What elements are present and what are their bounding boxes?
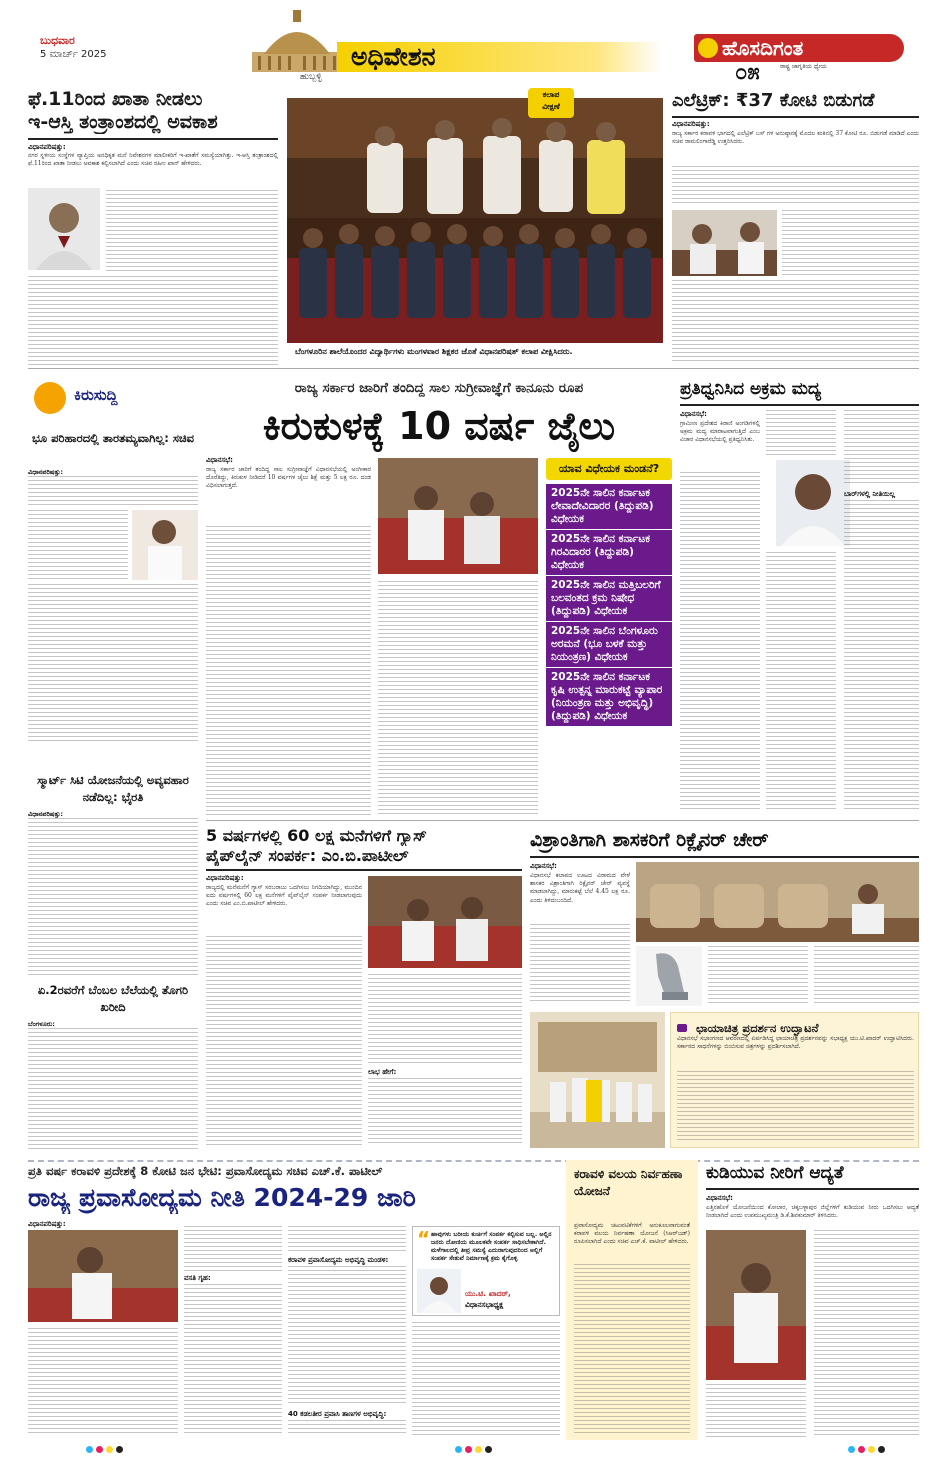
divider	[706, 1188, 919, 1190]
headline: ವಿಶ್ರಾಂತಿಗಾಗಿ ಶಾಸಕರಿಗೆ ರಿಕ್ಲೈನರ್ ಚೇರ್	[530, 829, 769, 851]
story-body-col-2b	[368, 1078, 522, 1146]
story-lead: ವಿಧಾನಸಭೆ ಕಲಾಪದ ಊಟದ ವಿರಾಮದ ವೇಳೆ ಶಾಸಕರ ವಿಶ್ರಾಂತಿಗಾಗಿ ರಿಕ್ಲೈನರ್ ಚೇರ್ ವ್ಯವಸ್ಥೆ ಮಾಡಲಾಗಿದ್ದು, ಮಾರುಕಟ್ಟೆ ಬೆಲೆ 4.45 ಲಕ್ಷ ರೂ. ಎಂದು ತಿಳಿದುಬಂದಿದೆ.	[530, 872, 630, 904]
kalapa-badge	[528, 88, 574, 118]
story-body-col-3a	[288, 1226, 406, 1254]
story-body-column-1	[206, 526, 371, 816]
registration-dot-icon	[455, 1446, 462, 1453]
minister-ramalinga-photo	[672, 210, 777, 276]
bill-item: 2025ನೇ ಸಾಲಿನ ಬೆಂಗಳೂರು ಅರಮನೆ (ಭೂ ಬಳಕೆ ಮತ್ತು ನಿಯಂತ್ರಣ) ವಿಧೇಯಕ	[546, 622, 672, 668]
story-khata	[28, 88, 278, 366]
headline: ಎಲೆಟ್ರಿಕ್: ₹37 ಕೋಟಿ ಬಿಡುಗಡೆ	[672, 90, 875, 111]
paper-name: ಹೊಸದಿಗಂತ	[722, 36, 804, 60]
story-lead: ಪ್ರವಾಸೋದ್ಯಮ ಚಟುವಟಿಕೆಗಳಿಗೆ ಅನುಕೂಲವಾಗುವಂತೆ ಕರಾವಳಿ ವಲಯ ನಿರ್ವಹಣಾ ಯೋಜನೆ (ಸಿಆರ್‌ಜಡ್) ರೂಪಿಸಲಾಗಿದೆ ಎಂದು ಸಚಿವ ಎಚ್.ಕೆ. ಪಾಟೀಲ್ ಹೇಳಿದರು.	[574, 1222, 690, 1246]
bill-item: 2025ನೇ ಸಾಲಿನ ಮತ್ತಿಬಲರಿಗೆ ಬಲವಂತದ ಕ್ರಮ ನಿಷೇಧ (ತಿದ್ದುಪಡಿ) ವಿಧೇಯಕ	[546, 576, 672, 622]
story-protest	[680, 376, 919, 816]
mla-portrait-photo	[776, 460, 850, 546]
subhead-1: ವಸತಿ ಗೃಹ:	[184, 1274, 211, 1282]
subhead: ಬಾರ್‌ಗಳಲ್ಲಿ ನೀತಿಯಿಲ್ಲ	[844, 490, 896, 498]
headline: ಕಿರುಕುಳಕ್ಕೆ 10 ವರ್ಷ ಜೈಲು	[262, 404, 616, 448]
headline: 5 ವರ್ಷಗಳಲ್ಲಿ 60 ಲಕ್ಷ ಮನೆಗಳಿಗೆ ಗ್ಯಾಸ್	[206, 826, 427, 845]
story-body-column-2	[378, 581, 538, 816]
speaker-photo	[417, 1269, 461, 1313]
page-number: ೦೫	[735, 60, 760, 85]
story-lead: ನಗರ ಸ್ಥಳೀಯ ಸಂಸ್ಥೆಗಳ ವ್ಯಾಪ್ತಿಯ ಅನಧಿಕೃತ ಮನೆ ನಿವೇಶನಗಳ ಮಾಲೀಕರಿಗೆ ಇ-ಖಾತೆಗೆ ಸಮಸ್ಯೆಯಾಗಿತ್ತು. ಇ-ಆಸ್ತಿ ತಂತ್ರಾಂಶದಲ್ಲಿ ಫೆ.11ರಿಂದ ಖಾತಾ ನೀಡಲು ಅವಕಾಶ ಕಲ್ಪಿಸಲಾಗಿದೆ ಎಂದು ಸಚಿವ ರಹೀಂ ಖಾನ್ ಹೇಳಿದರು.	[28, 152, 278, 168]
headline-line2: ಇ-ಆಸ್ತಿ ತಂತ್ರಾಂಶದಲ್ಲಿ ಅವಕಾಶ	[28, 111, 218, 133]
registration-dot-icon	[116, 1446, 123, 1453]
masthead	[0, 0, 945, 88]
registration-dot-icon	[475, 1446, 482, 1453]
quote-name: ಯು.ಟಿ. ಖಾದರ್,	[465, 1289, 511, 1298]
kirusuddi-title: ಕಿರುಸುದ್ದಿ	[74, 386, 118, 404]
city: ಹುಬ್ಬಳ್ಳಿ	[300, 72, 322, 82]
item-headline: ಭೂ ಪರಿಹಾರದಲ್ಲಿ ತಾರತಮ್ಯವಾಗಿಲ್ಲ: ಸಚಿವ	[31, 431, 195, 445]
story-body-col-1	[28, 1328, 178, 1436]
row-divider-1	[28, 368, 919, 369]
dateline: ವಿಧಾನಸಭೆ:	[530, 862, 557, 870]
minister-hk-patil-photo	[28, 1230, 178, 1322]
story-body-col-2	[814, 1230, 919, 1438]
divider	[672, 116, 919, 118]
exhibition-photo	[530, 1012, 665, 1148]
story-body-col-2a	[184, 1226, 282, 1272]
registration-dot-icon	[96, 1446, 103, 1453]
quote-title: ವಿಧಾನಸಭಾಧ್ಯಕ್ಷ	[465, 1300, 504, 1309]
print-marks-bottom	[0, 1440, 945, 1460]
quote-box	[412, 1226, 560, 1316]
story-body-column	[106, 190, 278, 272]
recliner-chairs-photo	[636, 862, 919, 942]
story-body	[677, 1071, 914, 1143]
story-water	[706, 1160, 919, 1440]
registration-dot-icon	[106, 1446, 113, 1453]
kirusuddi-header	[28, 380, 198, 416]
kicker: ರಾಜ್ಯ ಸರ್ಕಾರ ಜಾರಿಗೆ ತಂದಿದ್ದ ಸಾಲ ಸುಗ್ರೀವಾಜ್ಞೆಗೆ ಕಾನೂನು ರೂಪ	[294, 380, 584, 396]
story-body-col-3b	[288, 1266, 406, 1406]
story-body-col-2a	[766, 410, 836, 456]
item-dateline: ಬೆಂಗಳೂರು:	[28, 1020, 55, 1028]
quote-mark-icon: “	[417, 1227, 431, 1251]
quote-text: ಹಾವುಗಳು ಬರೀಯ ಕುರ್ಚಿಗೆ ಸಂಪರ್ಕ ಕಲ್ಪಿಸುವ ಬಲ್ಲ. ಅಲ್ಲಿನ ಜನರು ದೋಣಿಯ ಮೂಲಕವೇ ಸಂಪರ್ಕ ಸಾಧಿಸಬೇಕಾಗಿದೆ. ಮಳೆಗಾಲದಲ್ಲಿ ತೀವ್ರ ಸಮಸ್ಯೆ ಎದುರಾಗುವುದರಿಂದ ಅಲ್ಲಿಗೆ ಸಂಪರ್ಕ ಸೇತುವೆ ನಿರ್ಮಾಣಕ್ಕೆ ಕ್ರಮ ಕೈಗೊಳ್ಳಿ	[431, 1231, 552, 1262]
bill-item: 2025ನೇ ಸಾಲಿನ ಕರ್ನಾಟಕ ಗಿರವಿದಾರರ (ತಿದ್ದುಪಡಿ) ವಿಧೇಯಕ	[546, 530, 672, 576]
story-body-col-2b	[184, 1284, 282, 1436]
item-headline: ಏ.2ರವರೆಗೆ ಬೆಂಬಲ ಬೆಲೆಯಲ್ಲಿ ತೊಗರಿ ಖರೀದಿ	[37, 983, 189, 1014]
exhibition-panel	[670, 1012, 919, 1148]
divider	[206, 869, 522, 871]
story-body-col-3	[814, 946, 919, 1006]
photo-caption: ಬೆಂಗಳೂರಿನ ಶಾಲೆಯೊಂದರ ವಿದ್ಯಾರ್ಥಿಗಳು ಮಂಗಳವಾರ ಶಿಕ್ಷಕರ ಜೊತೆ ವಿಧಾನಪರಿಷತ್ ಕಲಾಪ ವೀಕ್ಷಿಸಿದರು.	[295, 347, 573, 356]
registration-dot-icon	[878, 1446, 885, 1453]
item-body	[28, 476, 198, 506]
minister-photo	[28, 188, 100, 270]
story-lead: ರಾಜ್ಯದಲ್ಲಿ ಮನೆಮನೆಗೆ ಗ್ಯಾಸ್ ಸರಬರಾಜು ಒದಗಿಸಲು ನಿಗದಿಯಾಗಿದ್ದು, ಮುಂದಿನ ಐದು ವರ್ಷಗಳಲ್ಲಿ 60 ಲಕ್ಷ ಮನೆಗಳಿಗೆ ಪೈಪ್‌ಲೈನ್ ಸಂಪರ್ಕ ನೀಡಲಾಗುವುದು ಎಂದು ಸಚಿವ ಎಂ.ಬಿ.ಪಾಟೀಲ್ ಹೇಳಿದರು.	[206, 884, 362, 908]
minister-patil-photo	[368, 876, 522, 968]
story-microfinance	[206, 376, 672, 816]
divider	[530, 856, 919, 858]
story-body-col-1	[206, 936, 362, 1146]
assembly-session-photo	[378, 458, 538, 574]
registration-dot-icon	[86, 1446, 93, 1453]
story-lead: ವಿಧಾನಸಭೆ ಸಭಾಂಗಣದ ಆವರಣದಲ್ಲಿ ಏರ್ಪಡಿಸಿದ್ದ ಛಾಯಾಚಿತ್ರ ಪ್ರದರ್ಶನವನ್ನು ಸಭಾಧ್ಯಕ್ಷ ಯು.ಟಿ.ಖಾದರ್ ಉದ್ಘಾಟಿಸಿದರು. ಸರ್ಕಾರದ ಸಾಧನೆಗಳನ್ನು ಬಿಂಬಿಸುವ ಚಿತ್ರಗಳನ್ನು ಪ್ರದರ್ಶಿಸಲಾಗಿದೆ.	[677, 1035, 914, 1051]
story-body-col-2	[708, 946, 808, 1006]
kirusuddi-item-1	[28, 430, 198, 750]
story-body-col-1	[706, 1384, 806, 1438]
story-body-col-1	[530, 924, 630, 1004]
item-headline: ಸ್ಮಾರ್ಟ್ ಸಿಟಿ ಯೋಜನೆಯಲ್ಲಿ ಅವ್ಯವಹಾರ ನಡೆದಿಲ್ಲ: ಭೈರತಿ	[37, 773, 189, 804]
story-body-col-3c	[288, 1420, 406, 1436]
headline: ರಾಜ್ಯ ಪ್ರವಾಸೋದ್ಯಮ ನೀತಿ 2024-29 ಜಾರಿ	[28, 1183, 416, 1212]
headline-line2: ಪೈಪ್‌ಲೈನ್ ಸಂಪರ್ಕ: ಎಂ.ಬಿ.ಪಾಟೀಲ್	[206, 846, 409, 865]
headline-text: ಛಾಯಾಚಿತ್ರ ಪ್ರದರ್ಶನ ಉದ್ಘಾಟನೆ	[696, 1021, 819, 1035]
vidhana-soudha-dome-icon	[252, 6, 342, 72]
subhead-3: 40 ಕಡಲತೀರ ಪ್ರವಾಸಿ ತಾಣಗಳ ಅಭಿವೃದ್ಧಿ:	[288, 1410, 387, 1418]
dateline: ವಿಧಾನಪರಿಷತ್ತು:	[672, 120, 710, 128]
story-exhibition	[530, 1012, 919, 1148]
divider	[28, 138, 278, 140]
section-title-bar	[337, 42, 662, 72]
badge-line2: ವೀಕ್ಷಣೆ	[542, 102, 560, 111]
story-electric	[672, 88, 919, 366]
recliner-product-photo	[636, 946, 702, 1006]
story-body-top	[672, 166, 919, 206]
minister-photo	[132, 510, 198, 580]
section-title: ಅಧಿವೇಶನ	[351, 42, 436, 71]
story-body-col-3b	[844, 500, 919, 812]
dateline: ವಿಧಾನಸಭೆ:	[206, 456, 233, 464]
story-lead: ಎತ್ತಿನಹೊಳೆ ಯೋಜನೆಯಿಂದ ಕೋಲಾರ, ಚಿಕ್ಕಬಳ್ಳಾಪುರ ಜಿಲ್ಲೆಗಳಿಗೆ ಕುಡಿಯುವ ನೀರು ಒದಗಿಸಲು ಆದ್ಯತೆ ನೀಡಲಾಗಿದೆ ಎಂದು ಉಪಮುಖ್ಯಮಂತ್ರಿ ಡಿ.ಕೆ.ಶಿವಕುಮಾರ್ ತಿಳಿಸಿದರು.	[706, 1204, 919, 1220]
bills-list	[546, 484, 672, 727]
bills-header: ಯಾವ ವಿಧೇಯಕ ಮಂಡನೆ?	[546, 458, 672, 480]
date: 5 ಮಾರ್ಚ್ 2025	[40, 49, 107, 60]
story-body-col-1	[680, 472, 760, 812]
kicker: ಪ್ರತಿ ವರ್ಷ ಕರಾವಳಿ ಪ್ರದೇಶಕ್ಕೆ 8 ಕೋಟಿ ಜನ ಭೇಟಿ: ಪ್ರವಾಸೋದ್ಯಮ ಸಚಿವ ಎಚ್.ಕೆ. ಪಾಟೀಲ್	[28, 1164, 383, 1178]
story-gas	[206, 826, 522, 1148]
dateline: ವಿಧಾನಪರಿಷತ್ತು:	[206, 874, 244, 882]
divider	[680, 404, 919, 406]
badge-line1: ಕಲಾಪ	[542, 90, 560, 99]
dcm-shivakumar-photo	[706, 1230, 806, 1380]
tagline: ರಾಷ್ಟ್ರ ಜಾಗೃತಿಯ ಧ್ಯೇಯ	[780, 63, 827, 70]
dateline: ವಿಧಾನಪರಿಷತ್ತು:	[28, 143, 66, 151]
registration-dot-icon	[868, 1446, 875, 1453]
story-chair	[530, 826, 919, 1006]
story-lead: ರಾಜ್ಯ ಸರ್ಕಾರ ಕರಾವಳಿ ಭಾಗದಲ್ಲಿ ಎಲೆಟ್ರಿಕ್ ಬಸ್ ಗಳ ಅನುಷ್ಠಾನಕ್ಕೆ ಮೊದಲ ಕಂತಿನಲ್ಲಿ 37 ಕೋಟಿ ರೂ. ಬಿಡುಗಡೆ ಮಾಡಿದೆ ಎಂದು ಸಚಿವ ರಾಮಲಿಂಗಾರೆಡ್ಡಿ ಉತ್ತರಿಸಿದರು.	[672, 130, 919, 146]
registration-dot-icon	[848, 1446, 855, 1453]
item-body	[28, 1028, 198, 1152]
dateline: ವಿಧಾನಪರಿಷತ್ತು:	[28, 1220, 66, 1228]
dateline: ವಿಧಾನಸಭೆ:	[706, 1194, 733, 1202]
story-body-col-3a	[844, 410, 919, 486]
story-body-col-2b	[766, 552, 836, 812]
headline: ಪ್ರತಿಧ್ವನಿಸಿದ ಅಕ್ರಮ ಮದ್ಯ	[680, 379, 822, 399]
subhead-2: ಕರಾವಳಿ ಪ್ರವಾಸೋದ್ಯಮ ಅಭಿವೃದ್ಧಿ ಮಂಡಳಿ:	[288, 1256, 389, 1264]
story-body	[574, 1264, 690, 1434]
headline: ಫೆ.11ರಿಂದ ಖಾತಾ ನೀಡಲು	[28, 88, 203, 110]
story-lead: ರಾಜ್ಯ ಸರ್ಕಾರ ಜಾರಿಗೆ ತಂದಿದ್ದ ಸಾಲ ಸುಗ್ರೀವಾಜ್ಞೆಗೆ ವಿಧಾನಸಭೆಯಲ್ಲಿ ಅಂಗೀಕಾರ ದೊರೆತಿದ್ದು, ಕಿರುಕುಳ ನೀಡಿದರೆ 10 ವರ್ಷಗಳ ಜೈಲು ಶಿಕ್ಷೆ ಮತ್ತು 5 ಲಕ್ಷ ರೂ. ದಂಡ ವಿಧಿಸಲಾಗುತ್ತದೆ.	[206, 466, 371, 490]
story-body-col-2	[368, 974, 522, 1064]
bill-item: 2025ನೇ ಸಾಲಿನ ಕರ್ನಾಟಕ ಕೃಷಿ ಉತ್ಪನ್ನ ಮಾರುಕಟ್ಟೆ ವ್ಯಾಪಾರ (ನಿಯಂತ್ರಣ ಮತ್ತು ಅಭಿವೃದ್ಧಿ) (ತಿದ್ದುಪಡಿ) ವಿಧೇಯಕ	[546, 668, 672, 727]
item-body-column	[28, 510, 128, 580]
camera-icon	[677, 1024, 687, 1032]
item-body	[28, 818, 198, 978]
dateline: ವಿಧಾನಸಭೆ:	[680, 410, 707, 418]
story-body-column	[782, 210, 919, 276]
item-dateline: ವಿಧಾನಪರಿಷತ್ತು:	[28, 810, 63, 818]
bills-box	[546, 458, 672, 778]
story-body-full	[28, 276, 278, 366]
story-body-full	[672, 280, 919, 364]
story-tourism	[28, 1160, 560, 1440]
headline: ಕರಾವಳಿ ವಲಯ ನಿರ್ವಹಣಾ ಯೋಜನೆ	[574, 1167, 683, 1198]
story-lead: ಗ್ರಾಮೀಣ ಪ್ರದೇಶದ ಕಿರಾಣಿ ಅಂಗಡಿಗಳಲ್ಲಿ ಅಕ್ರಮ ಮದ್ಯ ಮಾರಾಟವಾಗುತ್ತಿದೆ ಎಂಬ ವಿಚಾರ ವಿಧಾನಸಭೆಯಲ್ಲಿ ಪ್ರತಿಧ್ವನಿಸಿತು.	[680, 420, 760, 444]
paper-logo	[694, 34, 904, 62]
day: ಬುಧವಾರ	[40, 34, 75, 47]
registration-dot-icon	[465, 1446, 472, 1453]
registration-dot-icon	[858, 1446, 865, 1453]
story-coastal	[566, 1160, 698, 1440]
item-body-full	[28, 584, 198, 744]
logo-emblem-icon	[698, 38, 718, 58]
bill-item: 2025ನೇ ಸಾಲಿನ ಕರ್ನಾಟಕ ಲೇವಾದೇವಿದಾರರ (ತಿದ್ದುಪಡಿ) ವಿಧೇಯಕ	[546, 484, 672, 530]
date-block	[40, 34, 150, 60]
headline	[677, 1017, 914, 1036]
headline: ಕುಡಿಯುವ ನೀರಿಗೆ ಆದ್ಯತೆ	[706, 1163, 844, 1183]
story-body-col-4	[412, 1322, 560, 1436]
row-divider-2	[206, 820, 919, 821]
subhead: ಲಾಭ ಹೇಗೆ:	[368, 1068, 397, 1076]
item-dateline: ವಿಧಾನಪರಿಷತ್ತು:	[28, 468, 63, 476]
pinch-hand-icon	[34, 382, 66, 414]
registration-dot-icon	[485, 1446, 492, 1453]
assembly-visit-photo	[287, 98, 663, 343]
